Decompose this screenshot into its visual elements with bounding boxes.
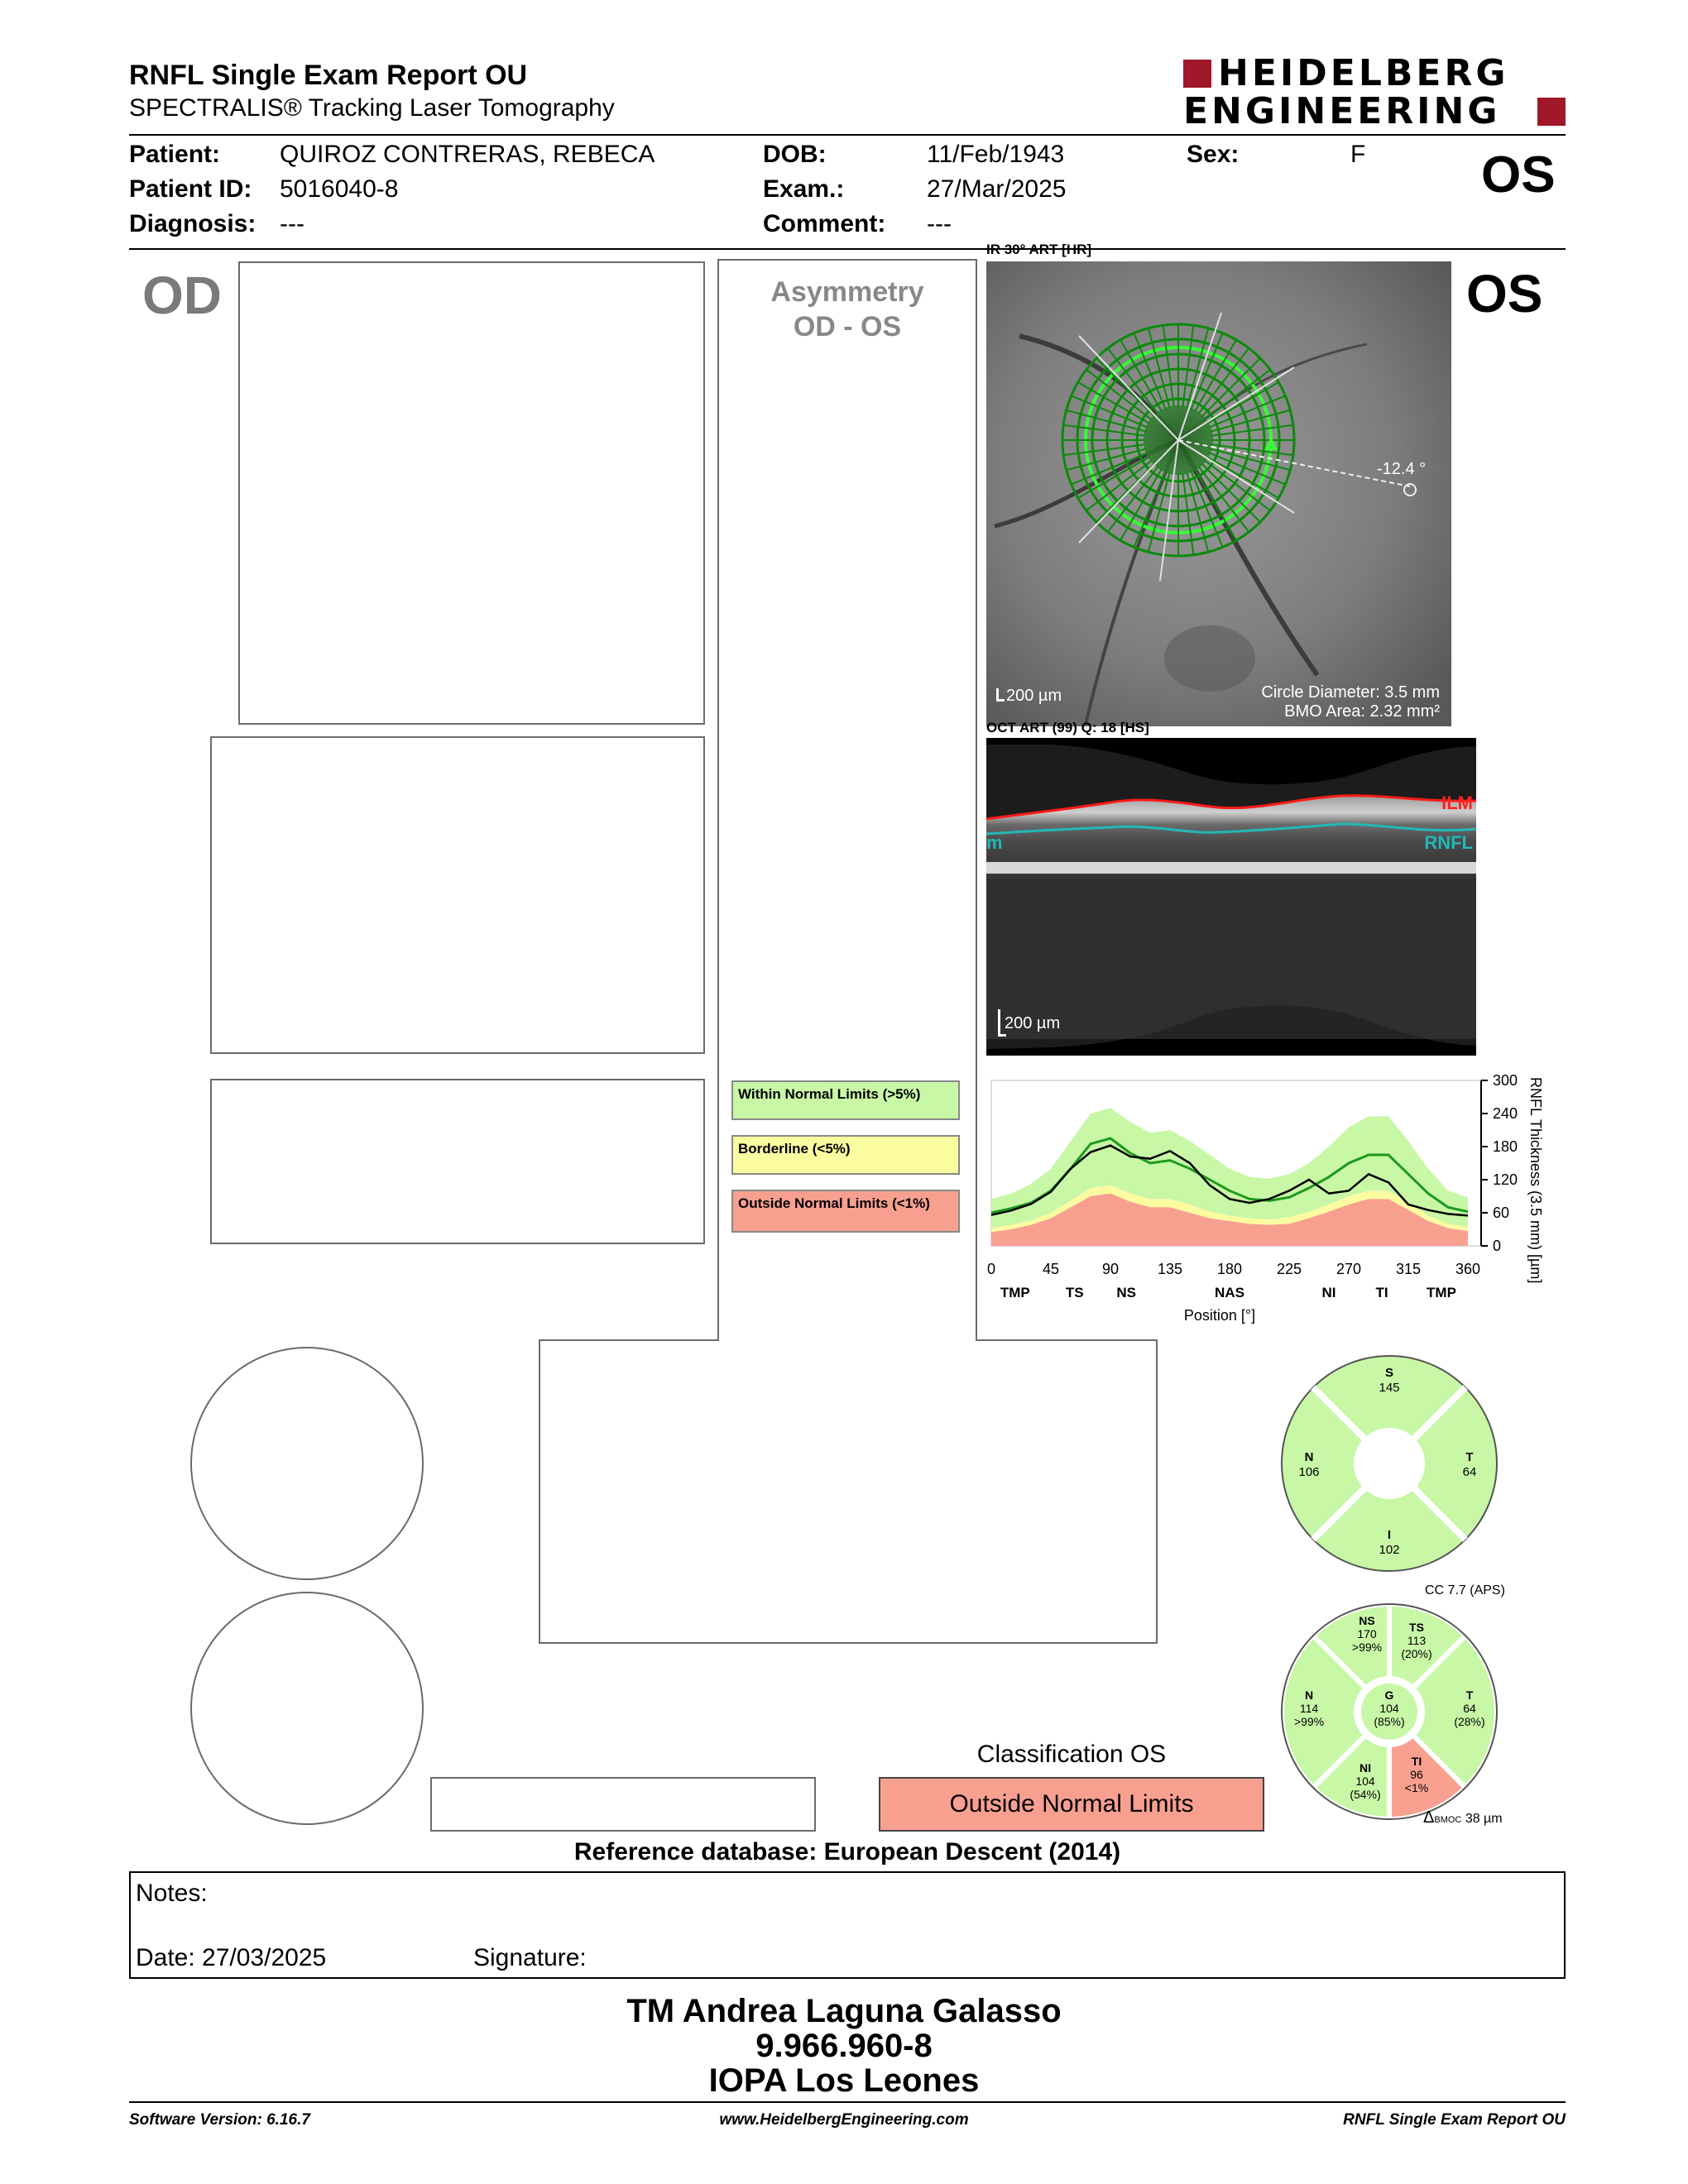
- patient-name: QUIROZ CONTRERAS, REBECA: [280, 141, 655, 168]
- x-tick-label: 90: [1101, 1261, 1120, 1277]
- patient-id-label: Patient ID:: [129, 175, 252, 203]
- ir-fundus-image: [986, 261, 1451, 726]
- exam-label: Exam.:: [763, 175, 845, 203]
- footer-version: Software Version: 6.16.7: [129, 2111, 310, 2129]
- sector6-ti-label: TI: [1411, 1755, 1422, 1768]
- eye-label-header: OS: [1481, 146, 1556, 204]
- sector6-ti-value: 96: [1410, 1768, 1423, 1781]
- sector-chart-6: [1278, 1600, 1501, 1823]
- ir-fundus-svg: [986, 261, 1451, 726]
- signatory-id: 9.966.960-8: [755, 2028, 933, 2064]
- ir-scale-bar: 200 µm: [1006, 687, 1062, 705]
- sector6-t-percent: (28%): [1454, 1715, 1485, 1728]
- sector4-s-label: S: [1384, 1366, 1394, 1380]
- sector6-ns-value: 170: [1357, 1627, 1377, 1640]
- sector6-n-percent: >99%: [1293, 1715, 1325, 1728]
- bmo-delta: ΔBMOC 38 µm: [1423, 1808, 1503, 1827]
- sector6-g-percent: (85%): [1374, 1715, 1405, 1728]
- footer-url: www.HeidelbergEngineering.com: [719, 2111, 969, 2129]
- ir-image-title: IR 30° ART [HR]: [986, 242, 1092, 257]
- notes-label: Notes:: [136, 1880, 208, 1907]
- y-tick-label: 60: [1493, 1205, 1510, 1221]
- sector-label: NS: [1116, 1285, 1137, 1300]
- signatory-name: TM Andrea Laguna Galasso: [626, 1993, 1062, 2029]
- oct-bscan-svg: [986, 738, 1476, 1056]
- legend-outside-normal: Outside Normal Limits (<1%): [731, 1190, 960, 1233]
- x-tick-label: 315: [1395, 1261, 1422, 1277]
- signatory-org: IOPA Los Leones: [708, 2062, 980, 2099]
- ir-measurements: Circle Diameter: 3.5 mm BMO Area: 2.32 mm²: [1261, 683, 1440, 721]
- x-tick-label: 270: [1336, 1261, 1362, 1277]
- sector4-i-label: I: [1387, 1528, 1392, 1542]
- sector6-ni-label: NI: [1360, 1761, 1371, 1774]
- ir-angle-readout: -12.4 °: [1377, 460, 1427, 478]
- footer-report-title: RNFL Single Exam Report OU: [1343, 2111, 1566, 2129]
- legend-within-normal: Within Normal Limits (>5%): [731, 1080, 960, 1120]
- sex-value: F: [1350, 141, 1366, 168]
- sector6-t-value: 64: [1463, 1702, 1476, 1715]
- dob-value: 11/Feb/1943: [927, 141, 1065, 168]
- oct-left-label: m: [986, 832, 1003, 853]
- oct-rnfl-label: RNFL: [1424, 832, 1473, 853]
- sector4-n-label: N: [1304, 1450, 1314, 1464]
- comment-value: ---: [927, 210, 952, 237]
- sector-label: NI: [1321, 1285, 1336, 1300]
- sector6-ts-label: TS: [1409, 1621, 1424, 1634]
- sector6-ns-percent: >99%: [1351, 1640, 1383, 1654]
- reference-database: Reference database: European Descent (2014): [573, 1838, 1121, 1866]
- exam-value: 27/Mar/2025: [927, 175, 1067, 203]
- sector-label: NAS: [1215, 1285, 1244, 1300]
- sector6-t-label: T: [1465, 1688, 1474, 1702]
- dob-label: DOB:: [763, 141, 827, 168]
- report-title: RNFL Single Exam Report OU: [129, 60, 528, 91]
- rnfl-profile-chart: [985, 1067, 1564, 1340]
- diagnosis-label: Diagnosis:: [129, 210, 257, 237]
- sector6-g-label: G: [1384, 1688, 1394, 1702]
- x-axis-label: Position [°]: [1183, 1307, 1256, 1324]
- x-tick-label: 0: [986, 1261, 996, 1277]
- sector6-ni-percent: (54%): [1350, 1788, 1381, 1801]
- sector6-ni-value: 104: [1355, 1774, 1375, 1788]
- report-subtitle: SPECTRALIS® Tracking Laser Tomography: [129, 94, 615, 122]
- od-label: OD: [142, 266, 222, 325]
- oct-bscan-image: [986, 738, 1476, 1056]
- y-tick-label: 240: [1493, 1105, 1518, 1122]
- sector6-n-value: 114: [1299, 1702, 1319, 1715]
- sector-label: TMP: [1000, 1285, 1030, 1300]
- os-label: OS: [1466, 264, 1543, 323]
- y-tick-label: 0: [1493, 1238, 1502, 1254]
- sector4-s-value: 145: [1379, 1381, 1400, 1395]
- sex-label: Sex:: [1187, 141, 1240, 168]
- sector6-ti-percent: <1%: [1404, 1781, 1429, 1794]
- sector4-i-value: 102: [1379, 1543, 1400, 1557]
- comment-label: Comment:: [763, 210, 886, 237]
- oct-scale-bar: 200 µm: [1005, 1014, 1061, 1032]
- y-axis-label: RNFL Thickness (3.5 mm) [µm]: [1527, 1077, 1544, 1284]
- sector4-t-label: T: [1465, 1450, 1474, 1464]
- signatory-block: [0, 1994, 1688, 2098]
- sector-label: TI: [1375, 1285, 1388, 1300]
- cc-label: CC 7.7 (APS): [1425, 1583, 1505, 1597]
- x-tick-label: 180: [1216, 1261, 1243, 1277]
- signature-label: Signature:: [473, 1944, 587, 1971]
- sector6-ns-label: NS: [1359, 1614, 1375, 1627]
- classification-result: Outside Normal Limits: [879, 1777, 1264, 1832]
- sector6-ts-value: 113: [1407, 1634, 1427, 1647]
- x-tick-label: 45: [1042, 1261, 1060, 1277]
- classification-title: Classification OS: [976, 1741, 1167, 1768]
- sector4-n-value: 106: [1298, 1465, 1320, 1479]
- sector-label: TMP: [1427, 1285, 1456, 1300]
- sector6-n-label: N: [1304, 1688, 1314, 1702]
- y-tick-label: 300: [1493, 1072, 1518, 1089]
- sector-label: TS: [1065, 1285, 1084, 1300]
- oct-ilm-label: ILM: [1441, 793, 1473, 813]
- sector6-g-value: 104: [1379, 1702, 1399, 1715]
- sector6-ts-percent: (20%): [1401, 1647, 1432, 1660]
- x-tick-label: 135: [1157, 1261, 1183, 1277]
- y-tick-label: 180: [1493, 1138, 1518, 1155]
- sector4-center: [1355, 1429, 1424, 1498]
- sector4-t-value: 64: [1462, 1465, 1477, 1479]
- asymmetry-title: Asymmetry OD - OS: [770, 276, 924, 342]
- legend-borderline: Borderline (<5%): [731, 1135, 960, 1175]
- patient-id: 5016040-8: [280, 175, 399, 203]
- diagnosis-value: ---: [280, 210, 305, 237]
- notes-box: [129, 1871, 1566, 1979]
- heidelberg-logo: HEIDELBERG ENGINEERING: [1183, 56, 1566, 132]
- x-tick-label: 360: [1455, 1261, 1481, 1277]
- notes-date: Date: 27/03/2025: [136, 1944, 327, 1971]
- sector-chart-4: [1278, 1352, 1501, 1575]
- oct-title: OCT ART (99) Q: 18 [HS]: [986, 720, 1149, 735]
- y-tick-label: 120: [1493, 1171, 1518, 1188]
- x-tick-label: 225: [1276, 1261, 1302, 1277]
- patient-label: Patient:: [129, 141, 221, 168]
